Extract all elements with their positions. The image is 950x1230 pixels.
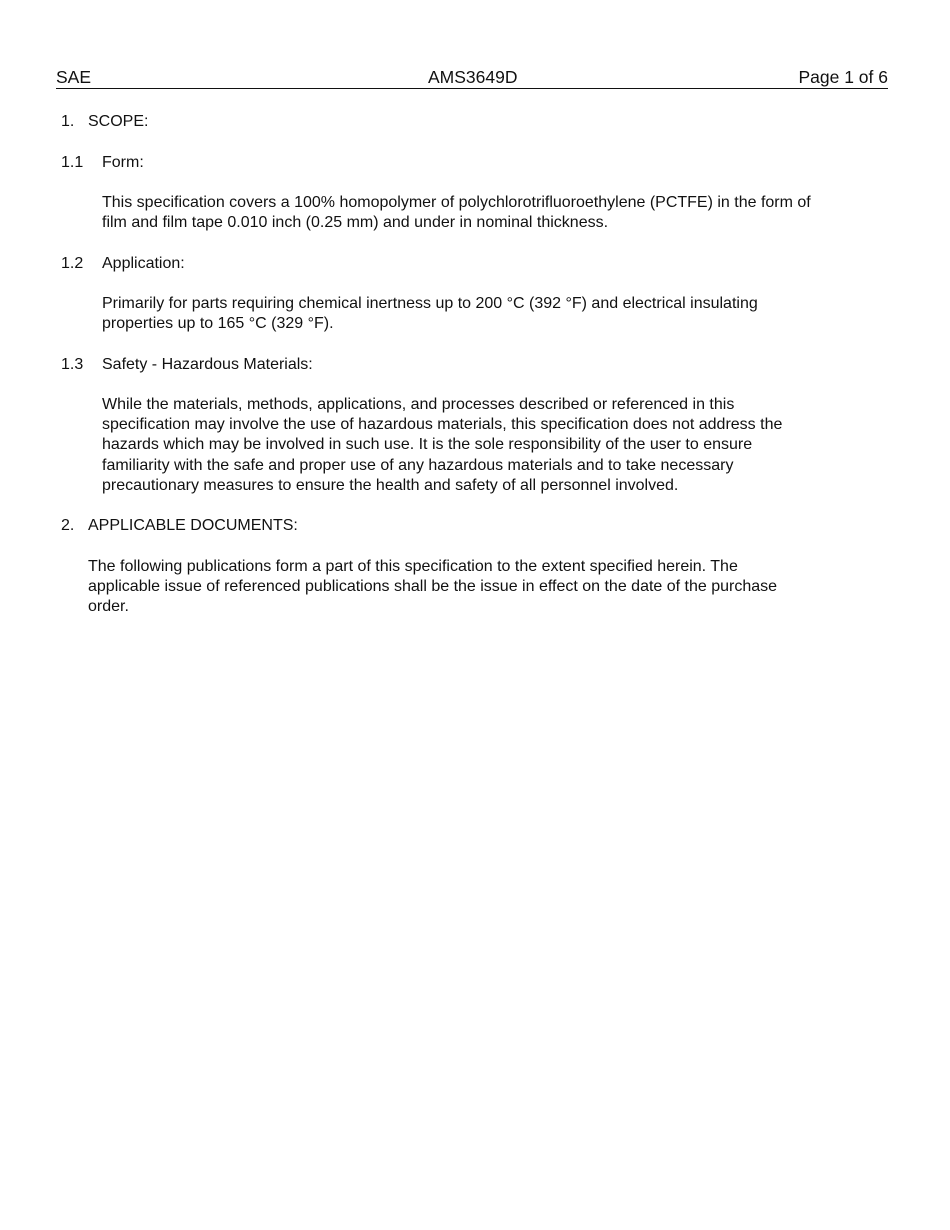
- section-2-paragraph: [88, 557, 777, 618]
- paragraph-line: hazards which may be involved in such use. It is the sole responsibility of the user to ensure: [102, 436, 753, 454]
- paragraph-line: This specification covers a 100% homopolymer of polychlorotrifluoroethylene (PCTFE) in the form of: [102, 194, 811, 211]
- paragraph-line: film and film tape 0.010 inch (0.25 mm) and under in nominal thickness.: [102, 214, 609, 232]
- paragraph-line: Primarily for parts requiring chemical inertness up to 200 °C (392 °F) and electrical insulating: [102, 295, 758, 312]
- header-page-number: Page 1 of 6: [798, 67, 888, 87]
- paragraph-line: applicable issue of referenced publications shall be the issue in effect on the date of the purchase: [88, 578, 778, 596]
- paragraph-line: familiarity with the safe and proper use of any hazardous materials and to take necessary: [102, 456, 734, 474]
- section-1-2-paragraph: [102, 294, 758, 334]
- paragraph-line: precautionary measures to ensure the health and safety of all personnel involved.: [102, 476, 679, 494]
- section-title: SCOPE:: [88, 113, 149, 130]
- section-1-3-paragraph: [102, 395, 782, 496]
- section-number: 1.: [61, 113, 75, 130]
- section-title: APPLICABLE DOCUMENTS:: [88, 517, 298, 534]
- paragraph-line: The following publications form a part of this specification to the extent specified herein. The: [88, 558, 738, 575]
- section-number: 1.2: [61, 255, 84, 272]
- paragraph-line: properties up to 165 °C (329 °F).: [102, 315, 334, 333]
- section-title: Form:: [102, 154, 144, 171]
- section-number: 2.: [61, 517, 75, 534]
- paragraph-line: specification may involve the use of hazardous materials, this specification does not address the: [102, 416, 783, 434]
- section-number: 1.1: [61, 154, 84, 171]
- paragraph-line: order.: [88, 598, 129, 616]
- section-number: 1.3: [61, 356, 84, 373]
- section-title: Safety - Hazardous Materials:: [102, 356, 313, 373]
- paragraph-line: While the materials, methods, applications, and processes described or referenced in this: [102, 396, 735, 413]
- header-org: SAE: [56, 67, 92, 87]
- section-1-1-paragraph: [102, 193, 811, 233]
- header-doc-number: AMS3649D: [428, 67, 518, 87]
- section-title: Application:: [102, 255, 185, 272]
- page-header: [56, 66, 888, 89]
